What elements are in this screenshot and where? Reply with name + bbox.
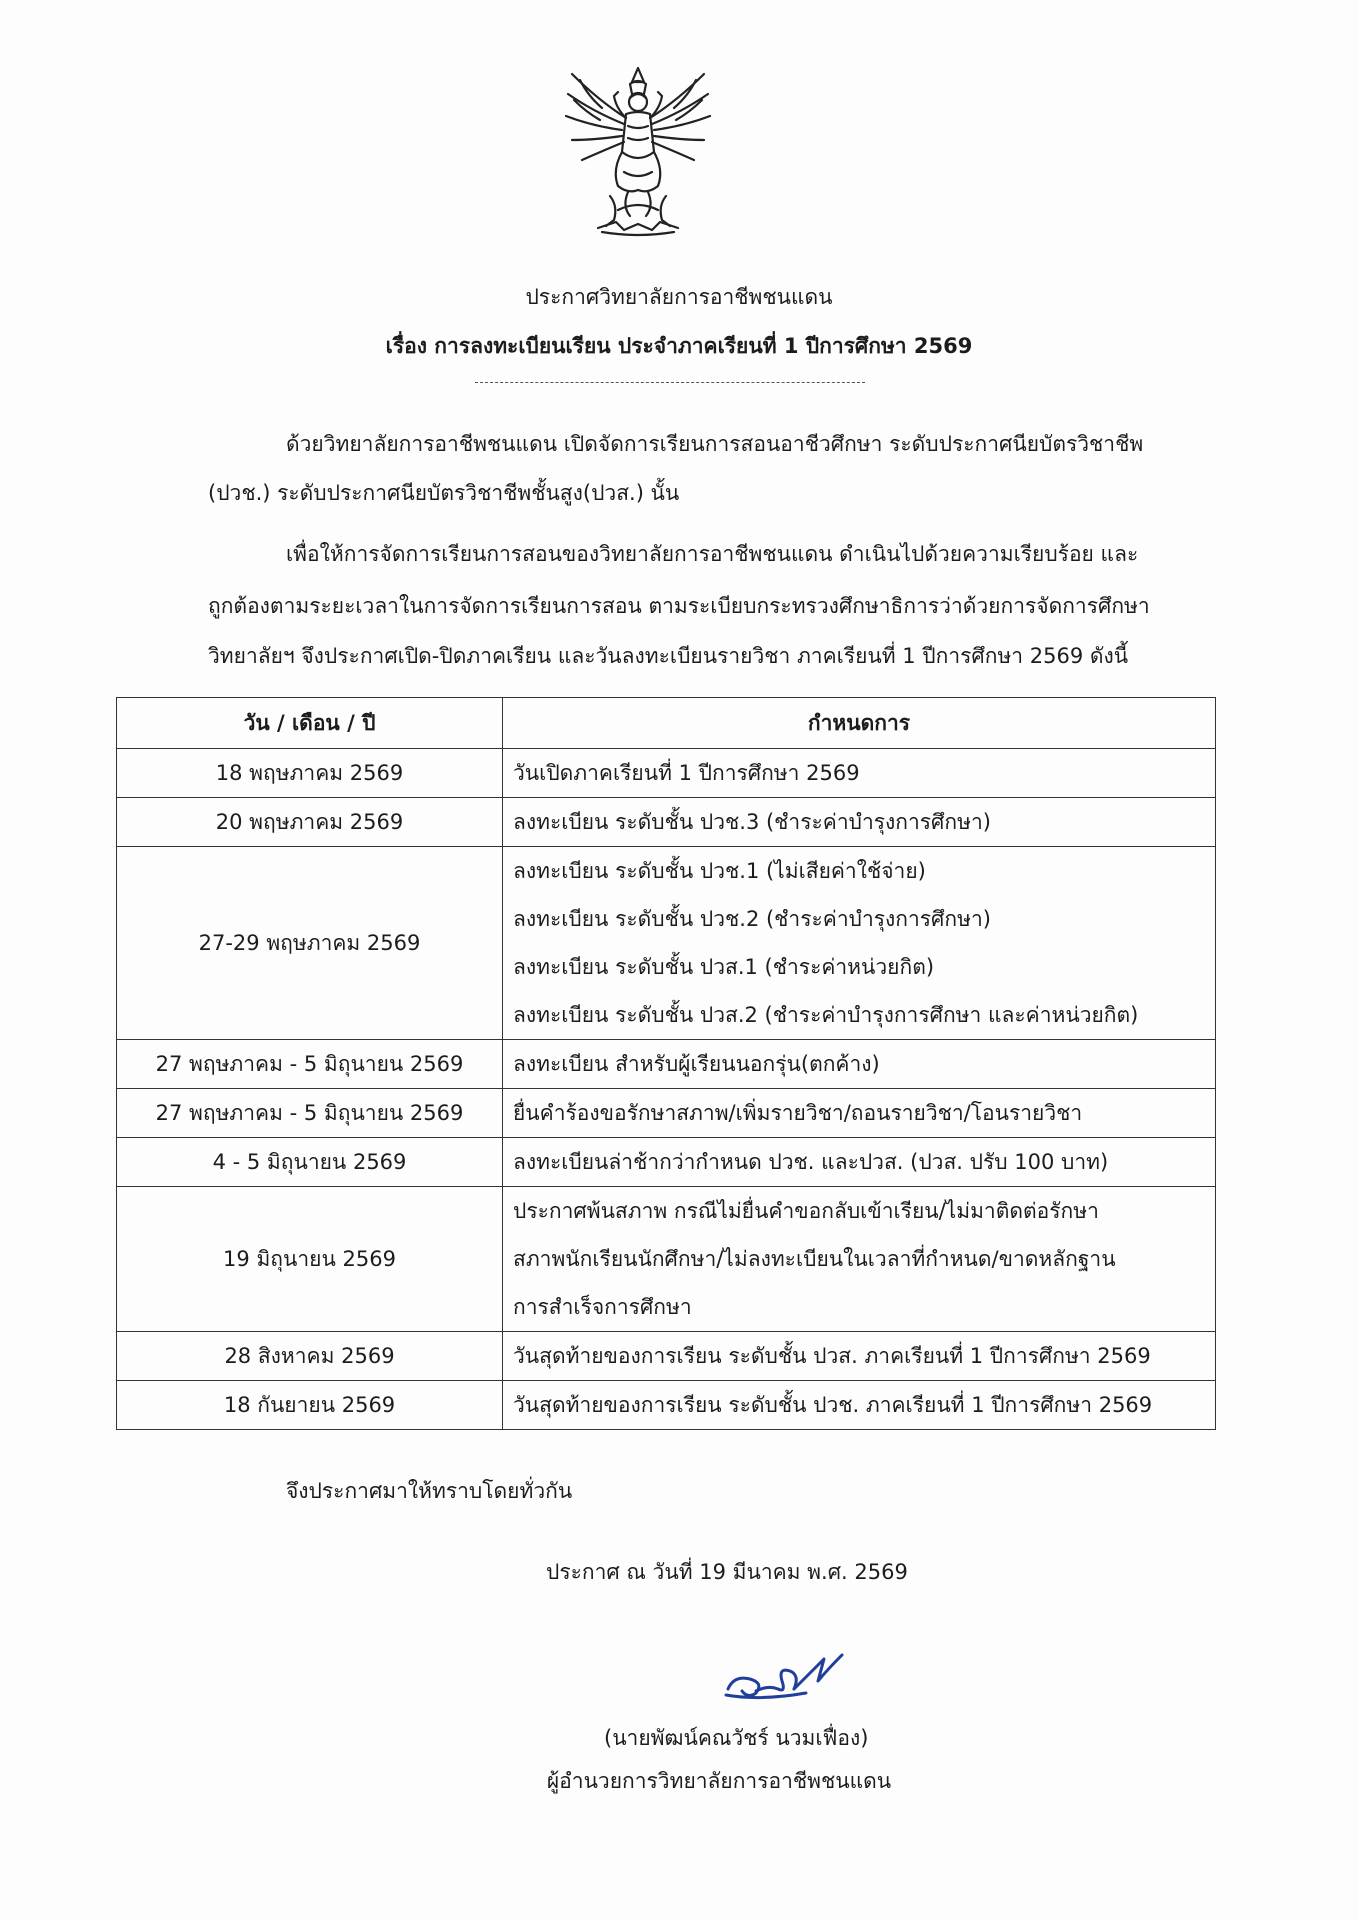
- schedule-table: [116, 697, 1216, 1430]
- signer-title: ผู้อำนวยการวิทยาลัยการอาชีพชนแดน: [546, 1769, 892, 1793]
- row-event: [503, 1332, 1216, 1381]
- table-header-row: [117, 698, 1216, 749]
- closing-statement: จึงประกาศมาให้ทราบโดยทั่วกัน: [286, 1479, 573, 1503]
- event-line: วันเปิดภาคเรียนที่ 1 ปีการศึกษา 2569: [513, 761, 860, 785]
- row-event: [503, 1138, 1216, 1187]
- row-date: 19 มิถุนายน 2569: [117, 1187, 503, 1332]
- row-date: 27 พฤษภาคม - 5 มิถุนายน 2569: [117, 1040, 503, 1089]
- announcement-subject: เรื่อง การลงทะเบียนเรียน ประจำภาคเรียนที่ 1 ปีการศึกษา 2569: [385, 334, 973, 358]
- announcement-title: ประกาศวิทยาลัยการอาชีพชนแดน: [525, 285, 833, 309]
- event-line: ลงทะเบียน ระดับชั้น ปวช.3 (ชำระค่าบำรุงการศึกษา): [513, 810, 991, 834]
- paragraph-2-line-2: ถูกต้องตามระยะเวลาในการจัดการเรียนการสอน ตามระเบียบกระทรวงศึกษาธิการว่าด้วยการจัดการศึกษา: [208, 594, 1150, 618]
- row-event: [503, 1187, 1216, 1332]
- table-row: [117, 1187, 1216, 1332]
- row-event: [503, 1089, 1216, 1138]
- table-row: [117, 749, 1216, 798]
- event-line: วันสุดท้ายของการเรียน ระดับชั้น ปวช. ภาคเรียนที่ 1 ปีการศึกษา 2569: [513, 1393, 1153, 1417]
- event-line: การสำเร็จการศึกษา: [513, 1295, 692, 1319]
- row-date: 4 - 5 มิถุนายน 2569: [117, 1138, 503, 1187]
- event-line: ประกาศพ้นสภาพ กรณีไม่ยื่นคำขอกลับเข้าเรียน/ไม่มาติดต่อรักษา: [513, 1199, 1099, 1223]
- table-row: [117, 1089, 1216, 1138]
- signer-name: (นายพัฒน์คณวัชร์ นวมเฟื่อง): [604, 1726, 869, 1750]
- event-line: ลงทะเบียน ระดับชั้น ปวส.2 (ชำระค่าบำรุงการศึกษา และค่าหน่วยกิต): [513, 1003, 1139, 1027]
- announcement-date: ประกาศ ณ วันที่ 19 มีนาคม พ.ศ. 2569: [546, 1560, 908, 1584]
- row-event: [503, 847, 1216, 1040]
- event-line: ลงทะเบียน สำหรับผู้เรียนนอกรุ่น(ตกค้าง): [513, 1052, 880, 1076]
- event-line: สภาพนักเรียนนักศึกษา/ไม่ลงทะเบียนในเวลาที่กำหนด/ขาดหลักฐาน: [513, 1247, 1116, 1271]
- row-date: 18 กันยายน 2569: [117, 1381, 503, 1430]
- title-divider: [475, 382, 865, 383]
- row-date: 20 พฤษภาคม 2569: [117, 798, 503, 847]
- event-line: ลงทะเบียน ระดับชั้น ปวช.1 (ไม่เสียค่าใช้จ่าย): [513, 859, 926, 883]
- row-event: [503, 1381, 1216, 1430]
- row-date: 27-29 พฤษภาคม 2569: [117, 847, 503, 1040]
- signer-title-wrapper: [0, 1765, 1358, 1798]
- paragraph-2-line-1: เพื่อให้การจัดการเรียนการสอนของวิทยาลัยการอาชีพชนแดน ดำเนินไปด้วยความเรียบร้อย และ: [286, 542, 1139, 566]
- garuda-emblem-icon: [558, 60, 718, 240]
- row-date: 18 พฤษภาคม 2569: [117, 749, 503, 798]
- paragraph-1-line-1: ด้วยวิทยาลัยการอาชีพชนแดน เปิดจัดการเรียนการสอนอาชีวศึกษา ระดับประกาศนียบัตรวิชาชีพ: [286, 432, 1144, 456]
- table-row: [117, 1381, 1216, 1430]
- table-row: [117, 1138, 1216, 1187]
- event-line: ลงทะเบียน ระดับชั้น ปวช.2 (ชำระค่าบำรุงการศึกษา): [513, 907, 991, 931]
- row-date: 27 พฤษภาคม - 5 มิถุนายน 2569: [117, 1089, 503, 1138]
- event-line: ยื่นคำร้องขอรักษาสภาพ/เพิ่มรายวิชา/ถอนรายวิชา/โอนรายวิชา: [513, 1101, 1083, 1125]
- table-row: [117, 847, 1216, 1040]
- table-row: [117, 1040, 1216, 1089]
- row-event: [503, 749, 1216, 798]
- paragraph-1-line-2: (ปวช.) ระดับประกาศนียบัตรวิชาชีพชั้นสูง(ปวส.) นั้น: [208, 481, 680, 505]
- paragraph-2-line-3: วิทยาลัยฯ จึงประกาศเปิด-ปิดภาคเรียน และวันลงทะเบียนรายวิชา ภาคเรียนที่ 1 ปีการศึกษา 2569 ดังนี้: [208, 644, 1129, 668]
- date-column-header: วัน / เดือน / ปี: [117, 698, 503, 749]
- table-row: [117, 798, 1216, 847]
- row-event: [503, 798, 1216, 847]
- event-line: วันสุดท้ายของการเรียน ระดับชั้น ปวส. ภาคเรียนที่ 1 ปีการศึกษา 2569: [513, 1344, 1151, 1368]
- table-row: [117, 1332, 1216, 1381]
- row-date: 28 สิงหาคม 2569: [117, 1332, 503, 1381]
- signature-mark: [720, 1645, 850, 1705]
- event-line: ลงทะเบียนล่าช้ากว่ากำหนด ปวช. และปวส. (ปวส. ปรับ 100 บาท): [513, 1150, 1109, 1174]
- event-line: ลงทะเบียน ระดับชั้น ปวส.1 (ชำระค่าหน่วยกิต): [513, 955, 935, 979]
- event-column-header: กำหนดการ: [503, 698, 1216, 749]
- row-event: [503, 1040, 1216, 1089]
